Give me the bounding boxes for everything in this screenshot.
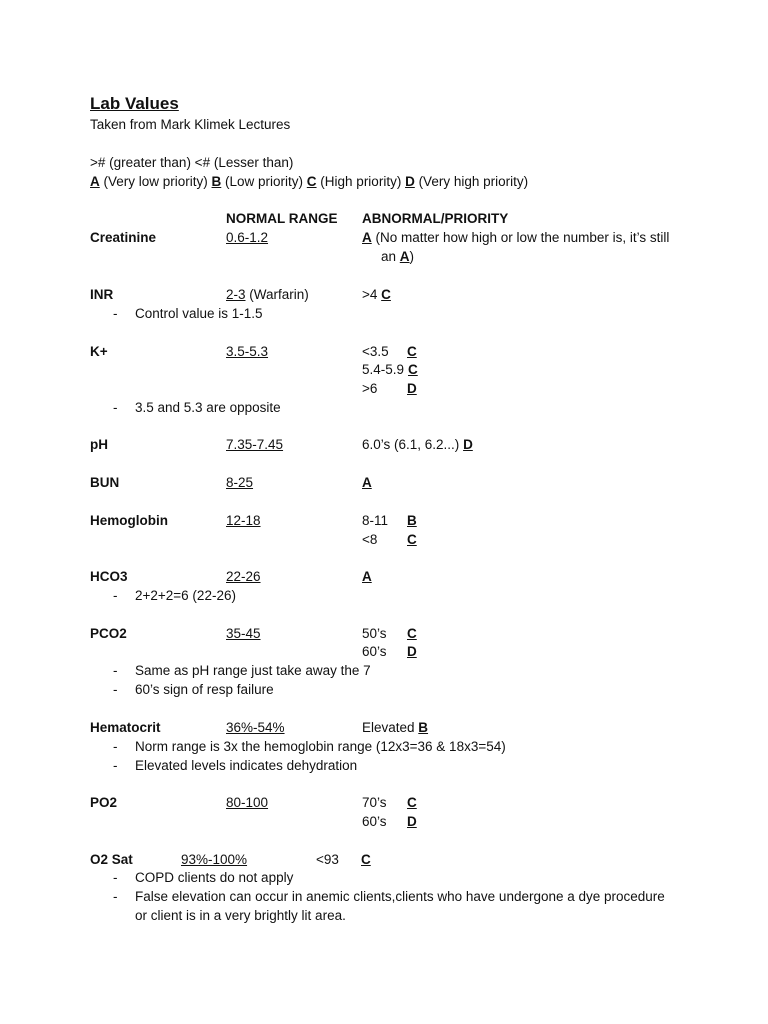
creatinine-abnormal-cont [381,249,414,265]
potassium-abnormal-value: >6 [362,381,378,396]
header-abnormal-priority: ABNORMAL/PRIORITY [362,211,509,226]
bun-abnormal-letter: A [362,475,372,490]
potassium-abnormal-value: 5.4-5.9 [362,362,405,377]
bun-range: 8-25 [226,475,254,490]
ph-label: pH [90,437,108,452]
hematocrit-abnormal [362,720,428,736]
ph-range: 7.35-7.45 [226,437,284,452]
potassium-abnormal-letter: C [407,344,417,359]
hemoglobin-abnormal-value: <8 [362,532,378,547]
creatinine-letter-2: A [399,249,410,264]
o2sat-range: 93%-100% [181,852,248,867]
hematocrit-note: Norm range is 3x the hemoglobin range (12x3=36 & 18x3=54) [135,739,506,754]
inr-abnormal-letter: C [381,287,391,302]
priority-letter-d: D [405,174,415,189]
pco2-abnormal-value: 60’s [362,644,387,659]
creatinine-range: 0.6-1.2 [226,230,269,245]
creatinine-note-3: ) [409,249,415,264]
po2-abnormal-value: 70’s [362,795,387,810]
page-subtitle: Taken from Mark Klimek Lectures [90,117,291,132]
creatinine-note-2: an [381,249,400,264]
po2-abnormal-value: 60’s [362,814,387,829]
priority-legend [90,174,528,190]
bullet-dash: - [113,400,118,415]
hematocrit-note: Elevated levels indicates dehydration [135,758,358,773]
inr-range: 2-3 [226,287,246,302]
potassium-note: 3.5 and 5.3 are opposite [135,400,281,415]
pco2-note: 60’s sign of resp failure [135,682,274,697]
ph-abnormal [362,437,473,453]
hco3-abnormal-letter: A [362,569,372,584]
priority-desc-a: (Very low priority) [99,174,212,189]
inr-range-extra: (Warfarin) [245,287,309,302]
pco2-note: Same as pH range just take away the 7 [135,663,371,678]
pco2-abnormal-letter: C [407,626,417,641]
o2sat-note: COPD clients do not apply [135,870,294,885]
comparison-legend: ># (greater than) <# (Lesser than) [90,155,294,170]
creatinine-letter: A [362,230,372,245]
priority-letter-a: A [90,174,100,189]
po2-abnormal-letter: C [407,795,417,810]
ph-abnormal-value: 6.0’s (6.1, 6.2...) [362,437,464,452]
priority-desc-d: (Very high priority) [414,174,529,189]
o2sat-label: O2 Sat [90,852,133,867]
priority-desc-c: (High priority) [316,174,406,189]
o2sat-note: or client is in a very brightly lit area. [135,908,346,923]
o2sat-abnormal-value: <93 [316,852,339,867]
potassium-abnormal-letter: D [407,381,417,396]
pco2-abnormal-value: 50’s [362,626,387,641]
inr-range-wrap [226,287,309,303]
bullet-dash: - [113,758,118,773]
inr-abnormal-value: >4 [362,287,382,302]
hematocrit-abnormal-value: Elevated [362,720,419,735]
inr-abnormal [362,287,391,303]
bullet-dash: - [113,663,118,678]
bullet-dash: - [113,682,118,697]
creatinine-abnormal [362,230,669,246]
po2-label: PO2 [90,795,118,810]
hemoglobin-abnormal-letter: C [407,532,417,547]
po2-range: 80-100 [226,795,269,810]
bullet-dash: - [113,739,118,754]
creatinine-label: Creatinine [90,230,157,245]
creatinine-note-1: (No matter how high or low the number is, it’s still [371,230,670,245]
potassium-abnormal-letter: C [408,362,418,377]
bullet-dash: - [113,306,118,321]
page-title: Lab Values [90,94,179,113]
hco3-note: 2+2+2=6 (22-26) [135,588,236,603]
pco2-label: PCO2 [90,626,127,641]
priority-letter-b: B [211,174,222,189]
header-normal-range: NORMAL RANGE [226,211,338,226]
priority-desc-b: (Low priority) [221,174,307,189]
pco2-abnormal-letter: D [407,644,417,659]
po2-abnormal-letter: D [407,814,417,829]
hematocrit-label: Hematocrit [90,720,161,735]
hemoglobin-abnormal-letter: B [407,513,417,528]
hemoglobin-range: 12-18 [226,513,261,528]
ph-abnormal-letter: D [463,437,473,452]
hco3-label: HCO3 [90,569,128,584]
potassium-range: 3.5-5.3 [226,344,269,359]
inr-label: INR [90,287,114,302]
hematocrit-range: 36%-54% [226,720,285,735]
hemoglobin-label: Hemoglobin [90,513,168,528]
hematocrit-abnormal-letter: B [418,720,429,735]
potassium-label: K+ [90,344,108,359]
hemoglobin-abnormal-value: 8-11 [362,513,389,528]
potassium-abnormal-value: <3.5 [362,344,389,359]
o2sat-abnormal-letter: C [361,852,371,867]
o2sat-note: False elevation can occur in anemic clients,clients who have undergone a dye procedure [135,889,665,904]
bullet-dash: - [113,588,118,603]
pco2-range: 35-45 [226,626,261,641]
bun-label: BUN [90,475,120,490]
inr-note: Control value is 1-1.5 [135,306,263,321]
bullet-dash: - [113,889,118,904]
priority-letter-c: C [306,174,317,189]
bullet-dash: - [113,870,118,885]
hco3-range: 22-26 [226,569,261,584]
